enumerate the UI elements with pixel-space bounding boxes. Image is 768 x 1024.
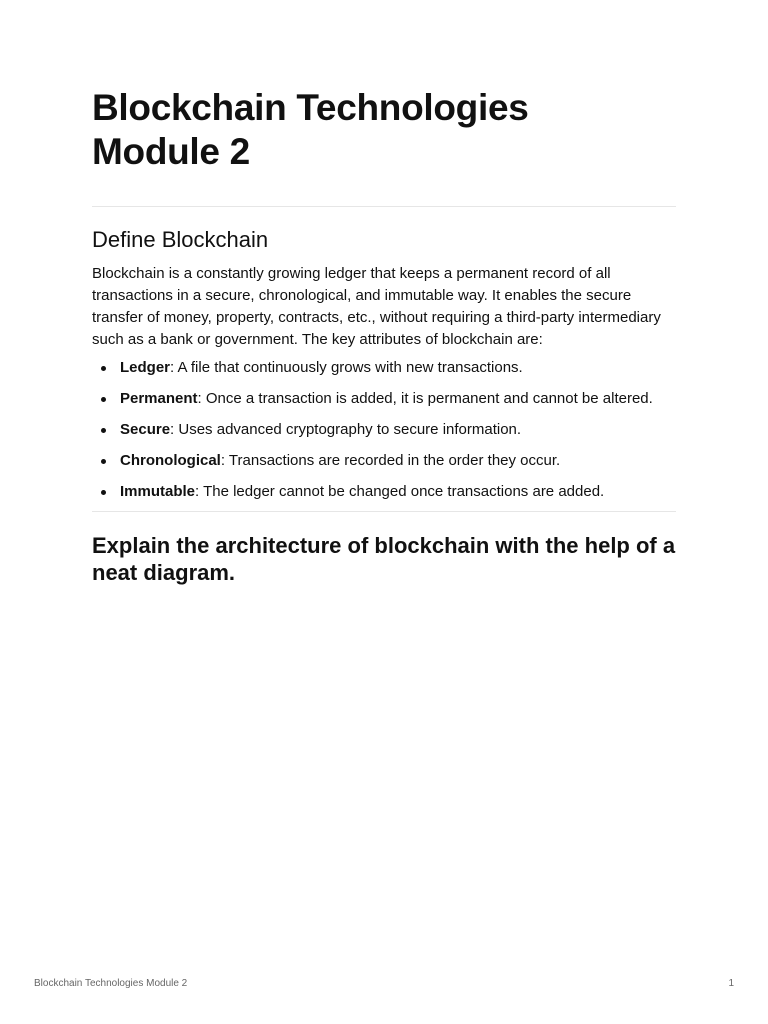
title-divider	[92, 206, 676, 207]
attribute-description: : A file that continuously grows with new transactions.	[170, 359, 523, 376]
attribute-description: : Uses advanced cryptography to secure information.	[170, 421, 522, 438]
section-divider	[92, 511, 676, 512]
definition-paragraph: Blockchain is a constantly growing ledger that keeps a permanent record of all transactions in a secure, chronological, and immutable way. It enables the secure transfer of money, property, contracts, etc., without requiring a third-party intermediary such as a bank or government. The key attributes of blockchain are:	[92, 265, 661, 348]
document-page	[92, 86, 676, 586]
title-line-2: Module 2	[92, 131, 250, 172]
document-title	[92, 86, 676, 174]
attribute-term: Ledger	[120, 359, 171, 376]
attribute-term: Immutable	[120, 483, 196, 500]
attribute-description: : The ledger cannot be changed once transactions are added.	[195, 483, 605, 500]
bullet-icon	[101, 459, 106, 464]
bullet-icon	[101, 397, 106, 402]
section-heading-architecture: Explain the architecture of blockchain with the help of a neat diagram.	[92, 533, 676, 585]
attributes-list	[92, 357, 676, 503]
list-item-permanent	[92, 388, 676, 410]
list-item-chronological	[92, 450, 676, 472]
footer-page-number: 1	[728, 978, 734, 989]
attribute-term: Secure	[120, 421, 171, 438]
bullet-icon	[101, 428, 106, 433]
bullet-icon	[101, 366, 106, 371]
attribute-term: Permanent	[120, 390, 198, 407]
bullet-icon	[101, 490, 106, 495]
list-item-immutable	[92, 481, 676, 503]
attribute-term: Chronological	[120, 452, 221, 469]
section-heading-define-blockchain: Define Blockchain	[92, 227, 269, 252]
footer-document-title: Blockchain Technologies Module 2	[34, 978, 188, 989]
attribute-description: : Transactions are recorded in the order they occur.	[220, 452, 561, 469]
list-item-ledger	[92, 357, 676, 379]
list-item-secure	[92, 419, 676, 441]
title-line-1: Blockchain Technologies	[92, 87, 529, 128]
attribute-description: : Once a transaction is added, it is permanent and cannot be altered.	[197, 390, 653, 407]
